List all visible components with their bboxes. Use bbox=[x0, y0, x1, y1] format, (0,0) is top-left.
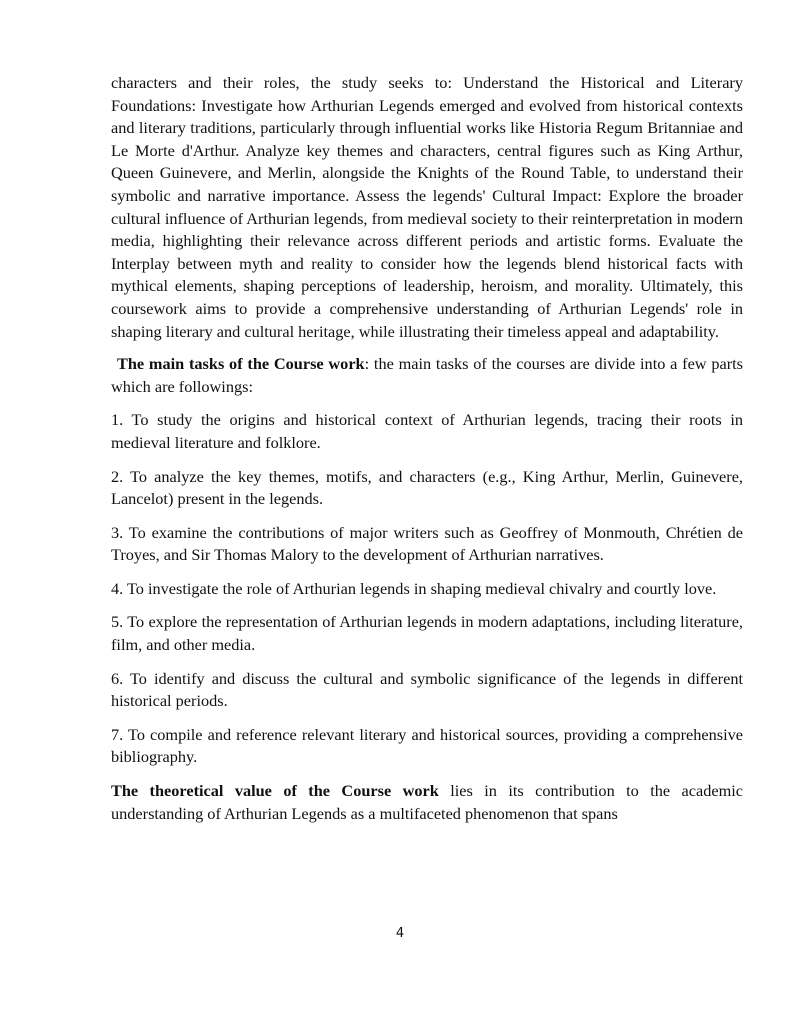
task-item: 5. To explore the representation of Arthurian legends in modern adaptations, including literature, film, and other media. bbox=[111, 612, 743, 655]
task-item: 6. To identify and discuss the cultural and symbolic significance of the legends in different historical periods. bbox=[111, 668, 743, 711]
task-item: 1. To study the origins and historical context of Arthurian legends, tracing their roots in medieval literature and folklore. bbox=[111, 410, 743, 452]
intro-paragraph: characters and their roles, the study seeks to: Understand the Historical and Literary Foundations: Investigate how Arthurian Legends emerged and evolved from historical contexts and literary traditions, particularly through influential works like Historia Regum Britanniae and Le Morte d'Arthur. Analyze key themes and characters, central figures such as King Arthur, Queen Guinevere, and Merlin, alongside the Knights of the Round Table, to understand their symbolic and narrative importance. Assess the legends' Cultural Impact: Explore the broader cultural influence of Arthurian legends, from medieval society to their reinterpretation in modern media, highlighting their relevance across different periods and artistic forms. Evaluate the Interplay between myth and reality to consider how the legends blend historical facts with mythical elements, shaping perceptions of leadership, heroism, and morality. Ultimately, this coursework aims to provide a comprehensive understanding of Arthurian Legends' role in shaping literary and cultural heritage, while illustrating their timeless appeal and adaptability. bbox=[111, 73, 743, 341]
task-item: 2. To analyze the key themes, motifs, and characters (e.g., King Arthur, Merlin, Guinevere, Lancelot) present in the legends. bbox=[111, 466, 743, 509]
page-number: 4 bbox=[395, 926, 405, 941]
tasks-intro-text: : the main tasks of the courses are divide into a few parts which are followings: bbox=[111, 354, 743, 396]
theoretical-value-paragraph bbox=[111, 780, 743, 825]
task-item: 7. To compile and reference relevant literary and historical sources, providing a comprehensive bibliography. bbox=[111, 724, 743, 767]
tasks-intro-paragraph bbox=[111, 353, 743, 398]
task-item: 4. To investigate the role of Arthurian legends in shaping medieval chivalry and courtly love. bbox=[111, 578, 717, 598]
task-item: 3. To examine the contributions of major writers such as Geoffrey of Monmouth, Chrétien de Troyes, and Sir Thomas Malory to the development of Arthurian narratives. bbox=[111, 522, 743, 565]
theoretical-heading: The theoretical value of the Course work bbox=[111, 781, 439, 801]
tasks-heading: The main tasks of the Course work bbox=[117, 354, 365, 374]
theoretical-text: lies in its contribution to the academic understanding of Arthurian Legends as a multifaceted phenomenon that spans bbox=[111, 781, 743, 823]
document-page bbox=[111, 72, 743, 836]
